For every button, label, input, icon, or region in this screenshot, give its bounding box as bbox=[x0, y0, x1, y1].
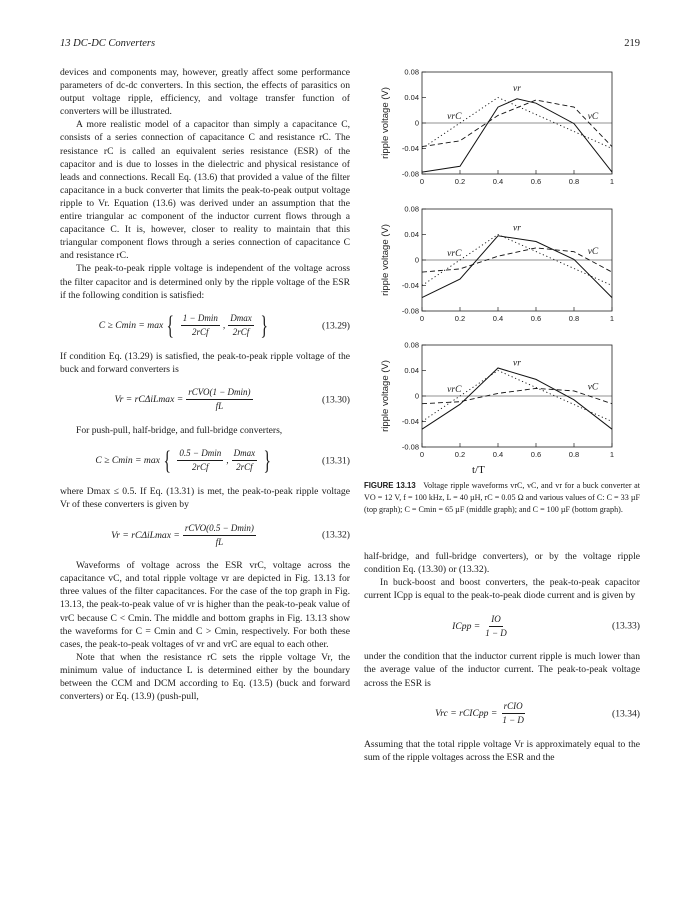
series-label-vc: vC bbox=[587, 382, 599, 393]
equation-lhs: Vr = rCΔiLmax = bbox=[111, 529, 180, 541]
equation-number: (13.33) bbox=[612, 620, 640, 632]
series-label-vr: vr bbox=[513, 83, 521, 94]
ripple-plot-bottom bbox=[364, 337, 634, 462]
equation-number: (13.32) bbox=[322, 529, 350, 541]
x-tick-label: 0.6 bbox=[530, 450, 542, 459]
y-tick-label: 0.08 bbox=[404, 204, 419, 214]
equation-13-31: C ≥ Cmin = max { $\frac{0.5 - Dmin}{\text{2rCf}}$ , $\frac{Dmax}{\text{2rCf}}$ } (13.31) bbox=[95, 445, 350, 475]
fraction: $\frac{IO}{1 - D}$ bbox=[485, 613, 507, 638]
left-column bbox=[60, 66, 350, 703]
y-tick-label: 0 bbox=[414, 255, 419, 265]
paragraph: In buck-boost and boost converters, the peak-to-peak capacitor current ICpp is equal to the peak-to-peak diode current and is given by bbox=[364, 577, 640, 602]
equation-lhs: Vr = rCΔiLmax = bbox=[114, 394, 184, 406]
paragraph: Waveforms of voltage across the ESR vrC, voltage across the capacitance vC, and total ripple voltage vr are depicted in Fig. 13.13 for three values of the filter capacitances. For the case of the top graph in Fig. 13.13, the peak-to-peak value of vr is higher than the peak-to-peak value of vrC because C < Cmin. The middle and bottom graphs in Fig. 13.13 show the waveforms for C = Cmin and C > Cmin, respectively. For both these cases, the peak-to-peak voltages of vr and vrC are equal to each other. bbox=[60, 560, 350, 650]
caption-text: Voltage ripple waveforms vrC, vC, and vr for a buck converter at VO = 12 V, f = 100 kHz, L = 40 µH, rC = 0.05 Ω and various values of C: C = 33 µF (top graph); C = Cmin = 65 µF (middle graph); and C = 100 µF (bottom graph). bbox=[364, 481, 640, 514]
right-column bbox=[364, 550, 640, 764]
plot-svg bbox=[364, 64, 634, 184]
x-axis-label: t/T bbox=[472, 464, 485, 476]
x-tick-label: 0 bbox=[419, 177, 425, 186]
y-tick-label: 0.04 bbox=[404, 93, 419, 102]
fraction: $\frac{\text{rCVO(0.5 − Dmin)}}{fL}$ bbox=[184, 522, 254, 547]
paragraph: Assuming that the total ripple voltage Vr is approximately equal to the sum of the ripple voltages across the ESR and the bbox=[364, 738, 640, 763]
y-tick-label: 0.08 bbox=[404, 67, 419, 77]
equation-lhs: Vrc = rCICpp = bbox=[435, 708, 498, 720]
series-label-vrc: vrC bbox=[447, 248, 462, 259]
series-vr bbox=[422, 236, 612, 298]
y-tick-label: -0.08 bbox=[401, 306, 419, 316]
series-label-vrc: vrC bbox=[447, 384, 462, 395]
running-header: 13 DC-DC Converters bbox=[60, 38, 156, 49]
y-axis-label: ripple voltage (V) bbox=[380, 87, 391, 159]
equation-number: (13.30) bbox=[322, 394, 350, 406]
y-tick-label: 0 bbox=[414, 118, 419, 128]
equation-number: (13.34) bbox=[612, 708, 640, 720]
y-tick-label: -0.04 bbox=[401, 281, 419, 290]
x-tick-label: 1 bbox=[609, 177, 615, 186]
equation-13-32 bbox=[60, 517, 350, 553]
paragraph: The peak-to-peak ripple voltage is independent of the voltage across the filter capacitor and is determined only by the ripple voltage of the ESR if the following condition is satisfied: bbox=[60, 263, 350, 301]
paragraph: If condition Eq. (13.29) is satisfied, the peak-to-peak ripple voltage of the buck and forward converters is bbox=[60, 350, 350, 375]
y-axis-label: ripple voltage (V) bbox=[380, 224, 391, 296]
series-label-vr: vr bbox=[513, 223, 521, 234]
series-label-vrc: vrC bbox=[447, 111, 462, 122]
y-tick-label: -0.08 bbox=[401, 169, 419, 179]
x-tick-label: 0.6 bbox=[530, 314, 542, 323]
y-tick-label: -0.04 bbox=[401, 144, 419, 153]
paragraph: Note that when the resistance rC sets the ripple voltage Vr, the minimum value of inductance L is determined either by the boundary between the CCM and DCM according to Eq. (13.5) (buck and forward converters) or Eq. (13.9) (push-pull, bbox=[60, 651, 350, 703]
series-vc bbox=[422, 100, 612, 147]
equation-13-34 bbox=[364, 696, 640, 732]
plot-svg bbox=[364, 201, 634, 321]
fraction: $\frac{Dmax}{\text{2rCf}}$ bbox=[230, 313, 252, 338]
paragraph: devices and components may, however, greatly affect some performance parameters of dc-dc converters. In this section, the effects of parasitics on output voltage ripple, efficiency, and voltage transfer function of converters will be illustrated. bbox=[60, 67, 350, 118]
x-tick-label: 0.4 bbox=[492, 450, 504, 459]
x-tick-label: 0.8 bbox=[568, 450, 580, 459]
caption-label: FIGURE 13.13 bbox=[364, 481, 416, 490]
x-tick-label: 1 bbox=[609, 450, 615, 459]
right-brace: } bbox=[263, 445, 272, 475]
y-tick-label: 0.04 bbox=[404, 230, 419, 239]
x-tick-label: 0 bbox=[419, 450, 425, 459]
fraction: $\frac{\text{rCVO(1 − Dmin)}}{fL}$ bbox=[188, 387, 251, 412]
series-label-vr: vr bbox=[513, 358, 521, 369]
x-tick-label: 0.2 bbox=[454, 177, 466, 186]
y-tick-label: -0.04 bbox=[401, 417, 419, 426]
series-vr bbox=[422, 99, 612, 172]
equation-lhs: C ≥ Cmin = max bbox=[95, 455, 160, 467]
y-tick-label: 0 bbox=[414, 391, 419, 401]
fraction: $\frac{\text{rCIO}}{1 - D}$ bbox=[502, 701, 524, 726]
x-tick-label: 0.4 bbox=[492, 177, 504, 186]
y-tick-label: -0.08 bbox=[401, 442, 419, 452]
equation-13-29: C ≥ Cmin = max { $\frac{1 - Dmin}{\text{2rCf}}$ , $\frac{Dmax}{\text{2rCf}}$ } (13.29) bbox=[98, 310, 350, 340]
page-number: 219 bbox=[624, 38, 640, 49]
series-vr bbox=[422, 368, 612, 429]
fraction: $\frac{0.5 - Dmin}{\text{2rCf}}$ bbox=[179, 448, 222, 473]
ripple-plot-top bbox=[364, 64, 634, 189]
fraction: $\frac{Dmax}{\text{2rCf}}$ bbox=[233, 448, 256, 473]
x-tick-label: 0.8 bbox=[568, 177, 580, 186]
right-brace: } bbox=[260, 310, 268, 340]
x-tick-label: 0.2 bbox=[454, 450, 466, 459]
paragraph: For push-pull, half-bridge, and full-bridge converters, bbox=[76, 424, 283, 436]
equation-number: (13.29) bbox=[322, 320, 350, 332]
y-axis-label: ripple voltage (V) bbox=[380, 360, 391, 432]
plot-svg bbox=[364, 337, 634, 457]
ripple-plot-middle bbox=[364, 201, 634, 326]
series-label-vc: vC bbox=[587, 246, 599, 257]
left-brace: { bbox=[163, 445, 171, 475]
y-tick-label: 0.04 bbox=[404, 366, 419, 375]
paragraph: half-bridge, and full-bridge converters), or by the voltage ripple condition Eq. (13.30) or (13.32). bbox=[364, 551, 640, 576]
equation-lhs: ICpp = bbox=[452, 620, 481, 632]
x-tick-label: 0.6 bbox=[530, 177, 542, 186]
y-tick-label: 0.08 bbox=[404, 340, 419, 350]
series-label-vc: vC bbox=[587, 111, 599, 122]
x-tick-label: 0.8 bbox=[568, 314, 580, 323]
paragraph: under the condition that the inductor current ripple is much lower than the average value of the inductor current. The peak-to-peak voltage across the ESR is bbox=[364, 651, 640, 689]
equation-lhs: C ≥ Cmin = max bbox=[98, 320, 164, 332]
x-tick-label: 0.2 bbox=[454, 314, 466, 323]
left-brace: { bbox=[166, 310, 175, 340]
equation-number: (13.31) bbox=[322, 455, 350, 467]
paragraph: A more realistic model of a capacitor than simply a capacitance C, consists of a series connection of capacitance C and resistance rC. The resistance rC is called an equivalent series resistance (ESR) of the capacitor and is due to losses in the dielectric and physical resistance of leads and connections. Recall Eq. (13.6) that provided a value of the filter capacitance in a buck converter that limits the peak-to-peak output voltage ripple to Vr. Equation (13.6) was derived under an assumption that the entire triangular ac component of the inductor current flows through a capacitance C. It is, however, closer to reality to maintain that this triangular component flows through a series connection of capacitance C and resistance rC. bbox=[60, 119, 350, 262]
x-tick-label: 1 bbox=[609, 314, 615, 323]
x-tick-label: 0.4 bbox=[492, 314, 504, 323]
x-tick-label: 0 bbox=[419, 314, 425, 323]
figure-caption bbox=[364, 480, 640, 515]
equation-13-30 bbox=[60, 382, 350, 418]
fraction: $\frac{1 - Dmin}{\text{2rCf}}$ bbox=[182, 313, 218, 338]
equation-13-33 bbox=[364, 608, 640, 644]
paragraph: where Dmax ≤ 0.5. If Eq. (13.31) is met, the peak-to-peak ripple voltage Vr of these converters is given by bbox=[60, 485, 350, 511]
